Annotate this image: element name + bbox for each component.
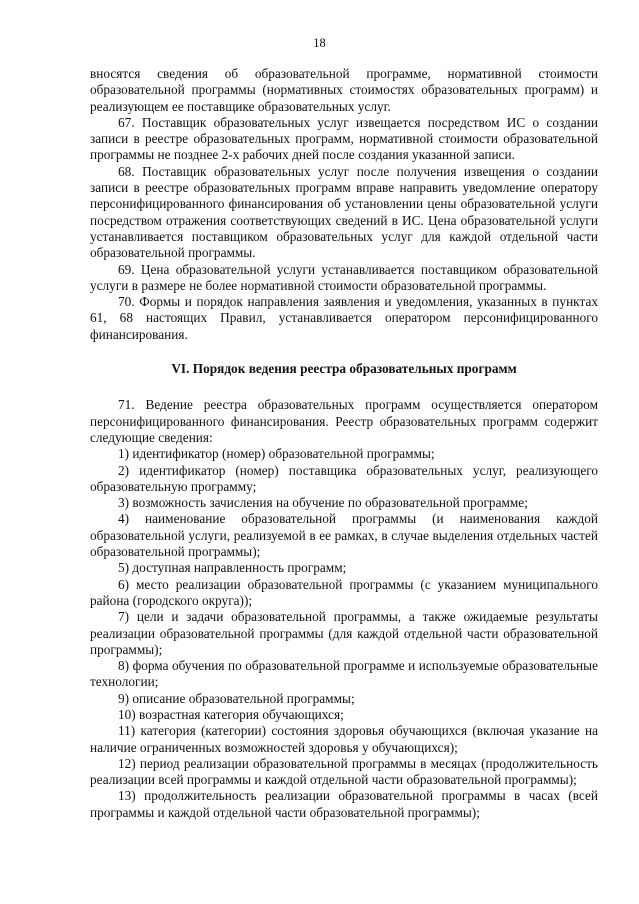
list-item-4: 4) наименование образовательной программы (и наименования каждой образовательной услуги, реализуемой в ее рамках, в случае выделения отдельных частей образовательной программы); <box>90 511 598 560</box>
list-item-1: 1) идентификатор (номер) образовательной программы; <box>118 446 435 462</box>
document-body <box>90 66 598 821</box>
paragraph-67: 67. Поставщик образовательных услуг извещается посредством ИС о создании записи в реестре образовательных программ, нормативной стоимости образовательной программы не позднее 2-х рабочих дней после создания указанной записи. <box>90 114 598 163</box>
list-item-13: 13) продолжительность реализации образовательной программы в часах (всей программы и каждой отдельной части образовательной программы); <box>90 788 598 820</box>
list-item-2: 2) идентификатор (номер) поставщика образовательных услуг, реализующего образовательную программу; <box>90 462 598 494</box>
section-heading: VI. Порядок ведения реестра образовательных программ <box>171 361 517 377</box>
list-item-9: 9) описание образовательной программы; <box>118 690 355 706</box>
list-item-8: 8) форма обучения по образовательной программе и используемые образовательные технологии; <box>90 658 598 690</box>
list-item-10: 10) возрастная категория обучающихся; <box>118 706 344 722</box>
paragraph-continuation: вносятся сведения об образовательной программе, нормативной стоимости образовательной программы (нормативных стоимостях образовательных программ) и реализующем ее поставщике образовательных услуг. <box>90 66 598 114</box>
paragraph-70: 70. Формы и порядок направления заявления и уведомления, указанных в пунктах 61, 68 настоящих Правил, устанавливается оператором персонифицированного финансирования. <box>90 294 598 342</box>
list-item-5: 5) доступная направленность программ; <box>118 560 347 576</box>
list-item-12: 12) период реализации образовательной программы в месяцах (продолжительность реализации всей программы и каждой отдельной части образовательной программы); <box>90 755 598 788</box>
list-item-11: 11) категория (категории) состояния здоровья обучающихся (включая указание на наличие ограниченных возможностей здоровья у обучающихся); <box>90 723 598 755</box>
list-item-6: 6) место реализации образовательной программы (с указанием муниципального района (городского округа)); <box>90 576 598 608</box>
list-item-7: 7) цели и задачи образовательной программы, а также ожидаемые результаты реализации образовательной программы (для каждой отдельной части образовательной программы); <box>90 609 598 657</box>
paragraph-71: 71. Ведение реестра образовательных программ осуществляется оператором персонифицированного финансирования. Реестр образовательных программ содержит следующие сведения: <box>90 397 598 445</box>
paragraph-68: 68. Поставщик образовательных услуг после получения извещения о создании записи в реестре образовательных программ вправе направить уведомление оператору персонифицированного финансирования об установлении цены образовательной услуги посредством отражения соответствующих сведений в ИС. Цена образовательной услуги устанавливается поставщиком образовательных услуг для каждой отдельной части образовательной программы. <box>90 163 598 261</box>
paragraph-69: 69. Цена образовательной услуги устанавливается поставщиком образовательной услуги в размере не более нормативной стоимости образовательной программы. <box>90 261 598 293</box>
page-number: 18 <box>313 36 326 50</box>
list-item-3: 3) возможность зачисления на обучение по образовательной программе; <box>118 495 528 511</box>
